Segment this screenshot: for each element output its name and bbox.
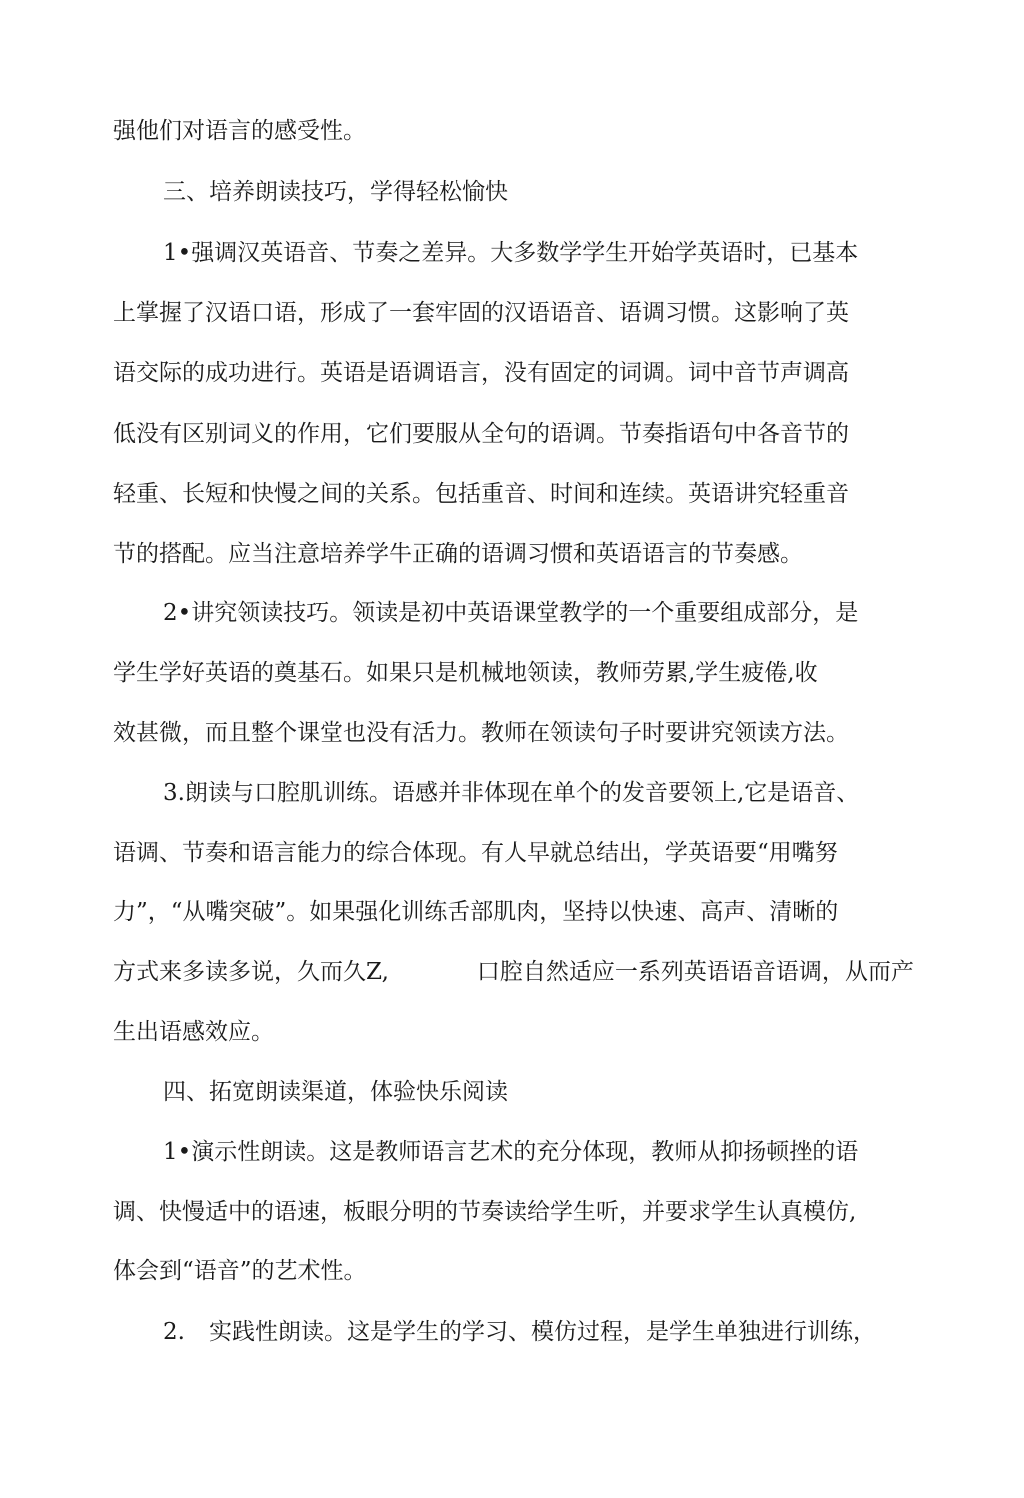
paragraph-line: 力”，“从嘴突破”。如果强化训练舌部肌肉，坚持以快速、高声、清晰的 — [113, 899, 839, 925]
paragraph-line: 节的搭配。应当注意培养学牛正确的语调习惯和英语语言的节奏感。 — [113, 541, 803, 567]
paragraph-line: 低没有区别词义的作用，它们要服从全句的语调。节奏指语句中各音节的 — [113, 421, 849, 447]
paragraph-line: 生出语感效应。 — [113, 1019, 274, 1045]
paragraph-line: 2•讲究领读技巧。领读是初中英语课堂教学的一个重要组成部分，是 — [163, 600, 859, 626]
line-segment-right: 口腔自然适应一系列英语语音语调，从而产 — [476, 959, 914, 985]
paragraph-line: 语调、节奏和语言能力的综合体现。有人早就总结出，学英语要“用嘴努 — [113, 840, 838, 866]
paragraph-line: 学生学好英语的奠基石。如果只是机械地领读，教师劳累,学生疲倦,收 — [113, 660, 818, 686]
paragraph-line: 效甚微，而且整个课堂也没有活力。教师在领读句子时要讲究领读方法。 — [113, 720, 849, 746]
section-heading: 四、拓宽朗读渠道，体验快乐阅读 — [163, 1079, 508, 1105]
section-heading: 三、培养朗读技巧，学得轻松愉快 — [163, 179, 508, 205]
paragraph-line: 1•强调汉英语音、节奏之差异。大多数学学生开始学英语时，已基本 — [163, 240, 859, 266]
list-number: 2. — [163, 1319, 185, 1345]
paragraph-line: 调、快慢适中的语速，板眼分明的节奏读给学生听，并要求学生认真模仿, — [113, 1199, 857, 1225]
paragraph-line — [113, 957, 914, 987]
paragraph-line: 1•演示性朗读。这是教师语言艺术的充分体现，教师从抑扬顿挫的语 — [163, 1139, 859, 1165]
paragraph-line: 3.朗读与口腔肌训练。语感并非体现在单个的发音要领上,它是语音、 — [163, 780, 860, 806]
line-text: 实践性朗读。这是学生的学习、模仿过程，是学生单独进行训练， — [208, 1319, 876, 1345]
paragraph-line: 轻重、长短和快慢之间的关系。包括重音、时间和连续。英语讲究轻重音 — [113, 481, 849, 507]
line-segment-left: 方式来多读多说，久而久Z, — [113, 959, 389, 985]
paragraph-line — [163, 1317, 876, 1347]
paragraph-line: 强他们对语言的感受性。 — [113, 118, 366, 144]
paragraph-line: 语交际的成功进行。英语是语调语言，没有固定的词调。词中音节声调高 — [113, 360, 849, 386]
paragraph-line: 上掌握了汉语口语，形成了一套牢固的汉语语音、语调习惯。这影响了英 — [113, 300, 849, 326]
paragraph-line: 体会到“语音”的艺术性。 — [113, 1258, 367, 1284]
